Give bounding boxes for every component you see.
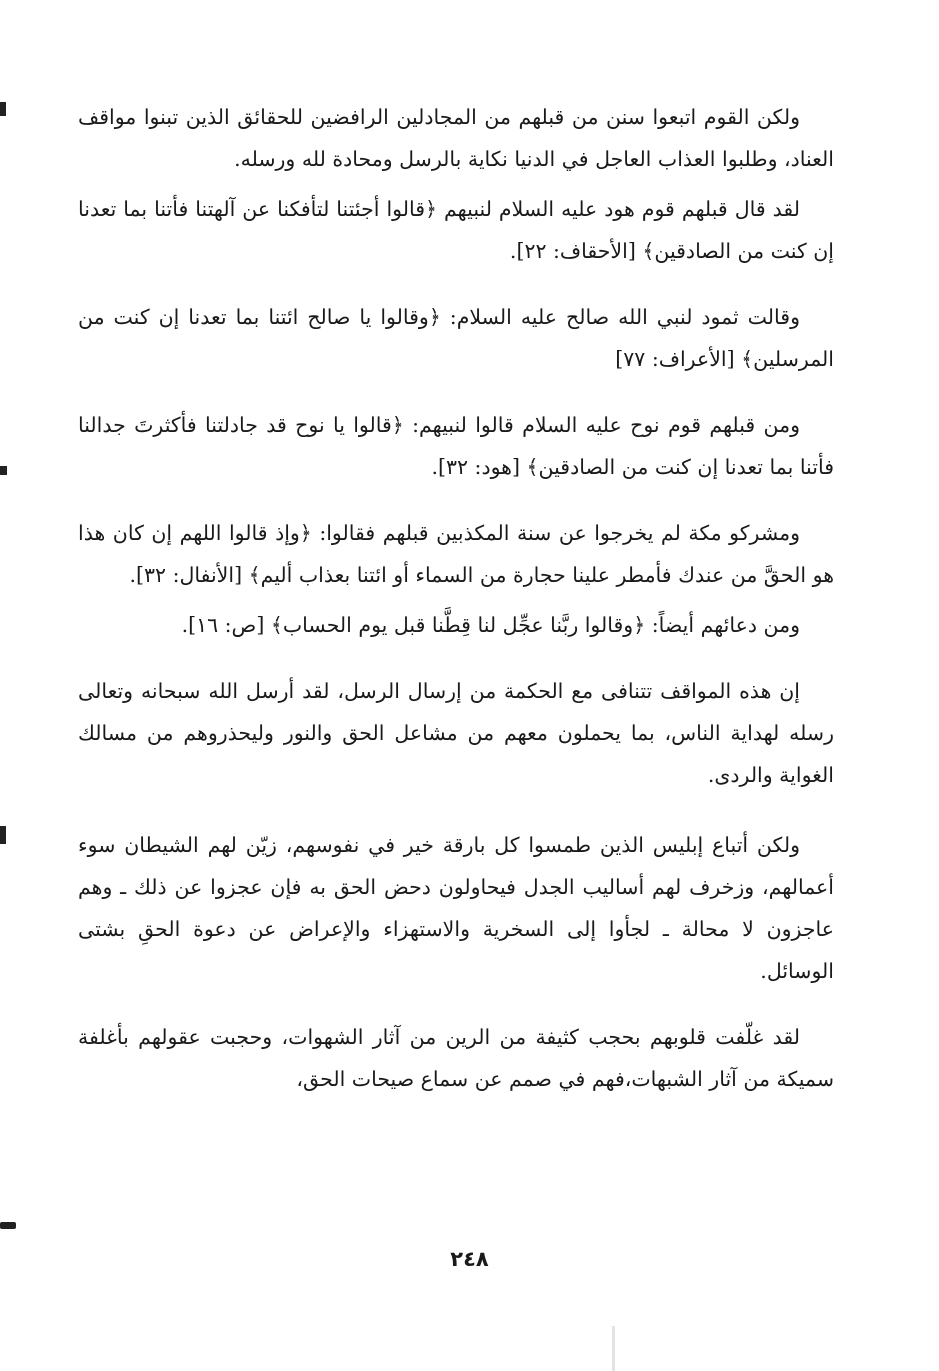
scan-artifact-line: [612, 1326, 615, 1371]
paragraph-5: ومشركو مكة لم يخرجوا عن سنة المكذبين قبلهم فقالوا: ﴿وإذ قالوا اللهم إن كان هذا هو الحقَّ من عندك فأمطر علينا حجارة من السماء أو ائتنا بعذاب أليم﴾ [الأنفال: ٣٢].: [78, 521, 834, 587]
scan-edge-mark: [0, 466, 7, 475]
paragraph-3: وقالت ثمود لنبي الله صالح عليه السلام: ﴿وقالوا يا صالح ائتنا بما تعدنا إن كنت من المرسلين﴾ [الأعراف: ٧٧]: [78, 305, 834, 371]
body-text: [78, 96, 834, 1100]
paragraph-1: ولكن القوم اتبعوا سنن من قبلهم من المجادلين الرافضين للحقائق الذين تبنوا مواقف العناد، وطلبوا العذاب العاجل في الدنيا نكاية بالرسل ومحادة لله ورسله.: [78, 105, 834, 171]
paragraph-6: ومن دعائهم أيضاً: ﴿وقالوا ربَّنا عجِّل لنا قِطَّنا قبل يوم الحساب﴾ [ص: ١٦].: [181, 613, 800, 637]
scan-edge-mark: [0, 826, 6, 844]
scan-edge-mark: [0, 1222, 16, 1229]
paragraph-7: إن هذه المواقف تتنافى مع الحكمة من إرسال الرسل، لقد أرسل الله سبحانه وتعالى رسله لهداية الناس، بما يحملون معهم من مشاعل الحق والنور وليحذروهم من مسالك الغواية والردى.: [78, 679, 834, 787]
paragraph-9: لقد غلّفت قلوبهم بحجب كثيفة من الرين من آثار الشهوات، وحجبت عقولهم بأغلفة سميكة من آثار الشبهات،فهم في صمم عن سماع صيحات الحق،: [78, 1025, 834, 1091]
paragraph-2: لقد قال قبلهم قوم هود عليه السلام لنبيهم ﴿قالوا أجئتنا لتأفكنا عن آلهتنا فأتنا بما تعدنا إن كنت من الصادقين﴾ [الأحقاف: ٢٢].: [78, 197, 834, 263]
paragraph-4: ومن قبلهم قوم نوح عليه السلام قالوا لنبيهم: ﴿قالوا يا نوح قد جادلتنا فأكثرتَ جدالنا فأتنا بما تعدنا إن كنت من الصادقين﴾ [هود: ٣٢].: [78, 413, 834, 479]
page-number: ٢٤٨: [450, 1247, 489, 1271]
scan-edge-mark: [0, 102, 6, 116]
paragraph-8: ولكن أتباع إبليس الذين طمسوا كل بارقة خير في نفوسهم، زيّن لهم الشيطان سوء أعمالهم، وزخرف لهم أساليب الجدل فيحاولون دحض الحق به فإن عجزوا عن ذلك ـ وهم عاجزون لا محالة ـ لجأوا إلى السخرية والاستهزاء والإعراض عن دعوة الحقِ بشتى الوسائل.: [78, 833, 834, 983]
